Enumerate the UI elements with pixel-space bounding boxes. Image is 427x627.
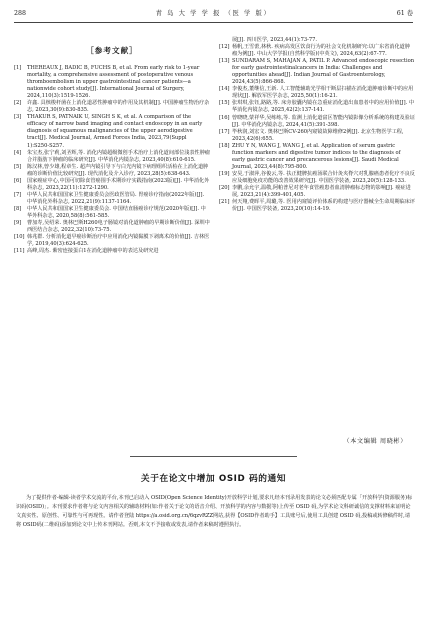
- reference-number: [1]: [14, 65, 22, 71]
- reference-text: 朱宝杰,张宁莉,刘圣辉,等. 消化内镜超级微创手术治疗上消化道间部位浅表性肿瘤合并脂肪下肿瘤的临床研究[J]. 中华消化内镜杂志, 2023,40(8):610-615.: [27, 149, 210, 163]
- reference-number: [8]: [14, 205, 22, 212]
- reference-text: 张琪琪,张钰,路路,等. 床旁胶囊内镜在急重症消化道出血患者中的应用价值[J]. 中华消化内镜杂志, 2025,42(2):137-141.: [232, 100, 415, 114]
- reference-number: [6]: [14, 177, 22, 184]
- reference-number: [3]: [14, 114, 22, 121]
- reference-item: [14, 100, 210, 114]
- editor-signoff: （本文编辑 周晓彬）: [343, 438, 407, 445]
- reference-number: [21]: [219, 199, 230, 206]
- reference-number: [19]: [219, 170, 230, 177]
- reference-item: [219, 129, 415, 143]
- reference-item: [14, 206, 210, 220]
- reference-item: [14, 234, 210, 248]
- notice-body: 为了提供作者-编辑-读者学术交流的平台,本刊已启动入 OSID(Open Science Identity)开放科学计划,要求凡经本刊录用发表的论文必须匹配专属「开放科学(资源服务)标识码(OSID)」。本刊要求作者将与论文内容相关的辅助材料(如:作者关于论文的语音介绍、开放科学的内容与数据等)上传至 OSID 码,为学术论文科研诚信的支撑材料来证明论文真实性、原创性、可靠性与可再现性。请作者登陆 https://a.osid.org.cn/6qzvRZZ网站,获得【OSID作者助手】工具账号后,使用工具创建 OSID 码,投稿或转修稿件时,请将 OSID码(二维码)添加到论文中上传本刊网站。否则,本文不予接收或发表,请作者来稿时遵照执行。: [16, 495, 413, 528]
- reference-item: [219, 86, 415, 100]
- reference-item: [14, 248, 210, 255]
- reference-text: 何天翔,费晖平,周璐,等. 医用内窥镜评价体系的构建与医疗器械全生命周期临床评价[J]. 中国医学装备, 2023,20(10):14-19.: [232, 199, 415, 213]
- reference-item: [219, 44, 415, 58]
- reference-number: [11]: [14, 248, 25, 255]
- reference-text: 李鹏,余允宇,温敬,阿帕普尼对老年食管癌患者血清肿瘤标志物的影响[J]. 癌症进展, 2023,21(4):399-401,405.: [232, 184, 411, 199]
- reference-number: [14]: [219, 86, 230, 93]
- references-column-left: [14, 65, 210, 255]
- running-header: [14, 8, 413, 19]
- reference-item: [219, 115, 415, 129]
- reference-text: 安昊,于淑萍,谷俊云,等. 扶正健脾抗癌汤联合针灸夹脊穴对乳腺癌患者化疗不良反应及细胞免疫功能的改善效果研究[J]. 中国医学装备, 2023,20(5):128-133.: [232, 170, 415, 184]
- reference-number: [20]: [219, 184, 230, 191]
- reference-text: 李俊杰,董继信,王新. 人工智能辅助光学相干断层扫描在消化道肿瘤诊断中的应用现状[J]. 解放军医学杂志, 2025,50(1):16-21.: [232, 86, 414, 100]
- reference-text: 中华人民共和国国家卫生健康委员会. 中国结直肠癌诊疗规范(2020年版)[J]. 中华外科杂志, 2020,58(8):561-585.: [27, 205, 206, 219]
- reference-text: 毕秋润,刘宏文. 奥林巴斯CV-260内窥镜故障维修2例[J]. 北京生物医学工程, 2023,42(6):655.: [232, 128, 404, 142]
- reference-text: 陈汉林,曾少雄,程章生. 超声内镜引导下与白光内镜下病理组织活检在上消化道肿瘤的诊断价值比较研究[J]. 现代消化及介入诊疗, 2023,28(5):638-643.: [27, 163, 209, 177]
- reference-item: [219, 100, 415, 114]
- header-divider: [14, 22, 413, 23]
- reference-item: [14, 178, 210, 192]
- reference-item: [14, 220, 210, 234]
- references-heading: ［参考文献］: [86, 46, 138, 55]
- reference-text: 中华人民共和国国家卫生健康委员会医政医管局. 胃癌诊疗指南(2022年版)[J]. 中华消化外科杂志, 2022,21(9):1137-1164.: [27, 191, 205, 205]
- reference-text: 曾晓晓,蒙祥华,吴练练,等. 监测上消化道富区智能内镜影像分析系统的构建及验证[J]. 中华消化内镜杂志, 2024,41(5):391-398.: [232, 114, 415, 128]
- reference-text: 韩兆群. 分析消化道早癌诊断治疗中应用消化内镜黏膜下剥离术的价值[J]. 吉林医学, 2019,40(3):624-625.: [27, 234, 210, 248]
- reference-number: [4]: [14, 149, 22, 156]
- section-divider: [130, 456, 297, 457]
- reference-number: [2]: [14, 100, 22, 107]
- reference-text: THAKUR S, PATNAIK U, SINGH S K, et al. A comparison of the efficacy of narrow band imaging and contact endoscopy in an early diagnosis of squamous malignancies of the upper aerodigestive tract[J]. Medical Journal, Armed Forces India, 2023,79(Suppl 1):S250-S257.: [27, 114, 203, 149]
- reference-text: 曹加寿,吴绍荣. 奥林巴斯H260电子肠镜对消化道肿瘤的早期诊断价值[J]. 深圳中西医结合杂志, 2022,32(10):73-75.: [27, 220, 210, 234]
- reference-text: 展[J]. 四川医学, 2023,44(1):73-77.: [232, 37, 318, 43]
- reference-number: [9]: [14, 220, 22, 227]
- reference-item: [219, 37, 415, 44]
- reference-number: [13]: [219, 58, 230, 65]
- reference-text: 杨帆,王雪蕾,林秋. 疾病高发区饮食行为的社会文化机制研究:以广东省消化道肿瘤为例[J]. 中山大学学报(自然科学版)(中英文), 2024,63(2):67-77.: [232, 44, 410, 58]
- reference-number: [12]: [219, 44, 230, 51]
- reference-item: [14, 192, 210, 206]
- references-column-right: [219, 37, 415, 213]
- reference-text: ZHU Y N, WANG J, WANG J, et al. Application of serum gastric function markers and digestive tumor indices to the diagnosis of early gastric cancer and precancerous lesions[J]. Saudi Medical Journal, 2023,44(8):795-800.: [232, 142, 401, 170]
- reference-number: [15]: [219, 100, 230, 107]
- reference-text: 高峰,周杰. 紫密连接蛋白1在消化道肿瘤中的表达及研究进: [27, 248, 159, 255]
- reference-item: [14, 164, 210, 178]
- page-number-left: 288: [14, 10, 27, 17]
- reference-item: [219, 58, 415, 86]
- reference-text: SUNDARAM S, MAHAJAN A, PATIL P. Advanced endoscopic resection for early gastrointestinalcancers in India: Challenges and opportunities ahead[J]. Indian Journal of Gastroenterology, 2024,43(5):866-868.: [232, 58, 415, 86]
- reference-item: [14, 65, 210, 100]
- reference-item: [219, 143, 415, 171]
- reference-number: [5]: [14, 163, 22, 170]
- reference-text: 许鑫. 具核梭杆菌在上消化道恶性肿瘤中的作用及其机制[J]. 中国肿瘤生物治疗杂志, 2023,30(9):830-835.: [27, 100, 210, 114]
- reference-item: [219, 171, 415, 185]
- reference-number: [17]: [219, 128, 230, 135]
- reference-item: [219, 185, 415, 199]
- reference-number: [16]: [219, 114, 230, 121]
- reference-item: [14, 150, 210, 164]
- reference-text: 国家癌症中心,中国可切除食管癌围手术期诊疗实践指南(2023版)[J]. 中华消化外科杂志, 2023,22(11):1272-1290.: [27, 177, 210, 191]
- reference-text: THEREAUX J, BADIC B, FUCHS B, et al. From early risk to 1-year mortality, a comprehensive assessment of postoperative venous thromboembolism in upper gastrointestinal cancer patients—a nationwide cohort study[J]. International Journal of Surgery, 2024,110(3):1519-1526.: [27, 65, 200, 100]
- volume-label: 61 卷: [396, 10, 413, 17]
- notice-title: 关于在论文中增加 OSID 码的通知: [140, 474, 287, 484]
- reference-number: [7]: [14, 191, 22, 198]
- reference-number: [10]: [14, 234, 25, 241]
- reference-item: [219, 199, 415, 213]
- reference-number: [18]: [219, 142, 230, 149]
- reference-item: [14, 114, 210, 149]
- journal-title: 青 岛 大 学 学 报 （医 学 版）: [155, 10, 272, 17]
